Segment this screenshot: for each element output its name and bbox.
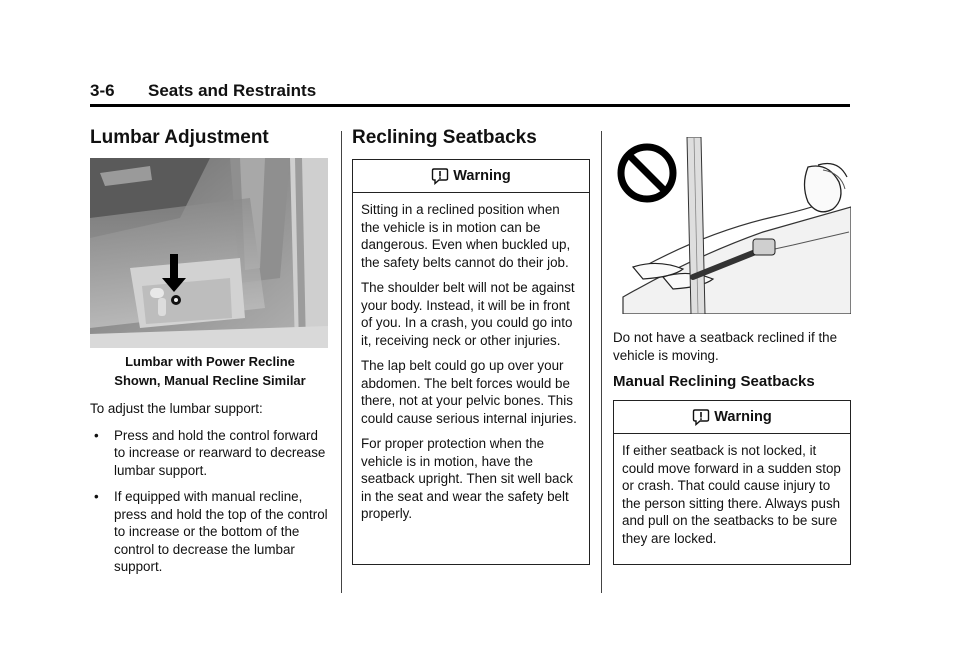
warning-body [353, 193, 589, 523]
reclined-note: Do not have a seatback reclined if the vehicle is moving. [613, 330, 838, 363]
warning-icon [692, 408, 710, 426]
page-header [90, 81, 850, 103]
figure-caption-line1: Lumbar with Power Recline [125, 354, 295, 369]
warning-paragraph: If either seatback is not locked, it could move forward in a sudden stop or crash. That could cause injury to the person sitting there. Always push and pull on the seatbacks to be sure they are locked. [622, 443, 841, 546]
manual-reclining-heading: Manual Reclining Seatbacks [613, 373, 815, 390]
left-column [90, 127, 330, 149]
warning-label: Warning [453, 168, 511, 184]
right-column [613, 329, 851, 364]
warning-paragraph: For proper protection when the vehicle is in motion, have the seatback upright. Then sit well back in the seat and wear the safety belt properly. [361, 436, 573, 521]
lumbar-bullet-list [90, 427, 330, 576]
lumbar-intro: To adjust the lumbar support: [90, 401, 263, 416]
section-title: Seats and Restraints [148, 81, 317, 100]
bullet-text: Press and hold the control forward to increase or rearward to decrease lumbar support. [114, 427, 326, 478]
lumbar-heading: Lumbar Adjustment [90, 127, 269, 148]
list-item [90, 427, 330, 480]
warning-icon [431, 167, 449, 185]
reclined-occupant-image [613, 137, 851, 314]
warning-paragraph: Sitting in a reclined position when the vehicle is in motion can be dangerous. Even when buckled up, the safety belts cannot do their job. [361, 202, 571, 270]
manual-reclining-warning-box [613, 400, 851, 565]
warning-paragraph: The shoulder belt will not be against your body. Instead, it will be in front of you. In a crash, you could go into it, receiving neck or other injuries. [361, 280, 575, 348]
warning-body [614, 434, 850, 547]
reclining-heading: Reclining Seatbacks [352, 127, 537, 148]
seat-control-image [90, 158, 328, 348]
column-divider-right [601, 131, 602, 593]
header-rule [90, 104, 850, 107]
warning-paragraph: The lap belt could go up over your abdomen. The belt forces would be there, not at your pelvic bones. This could cause serious internal injuries. [361, 358, 577, 426]
bullet-icon: • [94, 489, 99, 504]
page-number: 3-6 [90, 81, 115, 100]
bullet-icon: • [94, 427, 99, 443]
middle-column [352, 127, 592, 149]
manual-reclining-section [613, 373, 851, 390]
figure-caption-line2: Shown, Manual Recline Similar [114, 373, 306, 388]
bullet-text: If equipped with manual recline, press and hold the top of the control to increase or the bottom of the control to decrease the lumbar support. [114, 489, 328, 574]
warning-header [353, 160, 589, 193]
warning-label: Warning [714, 409, 772, 425]
reclined-occupant-illustration [613, 137, 851, 314]
left-caption [90, 352, 330, 390]
warning-header [614, 401, 850, 434]
list-item [90, 488, 330, 576]
reclining-warning-box [352, 159, 590, 565]
seat-control-illustration [90, 158, 328, 348]
column-divider-left [341, 131, 342, 593]
lumbar-instructions [90, 400, 330, 576]
